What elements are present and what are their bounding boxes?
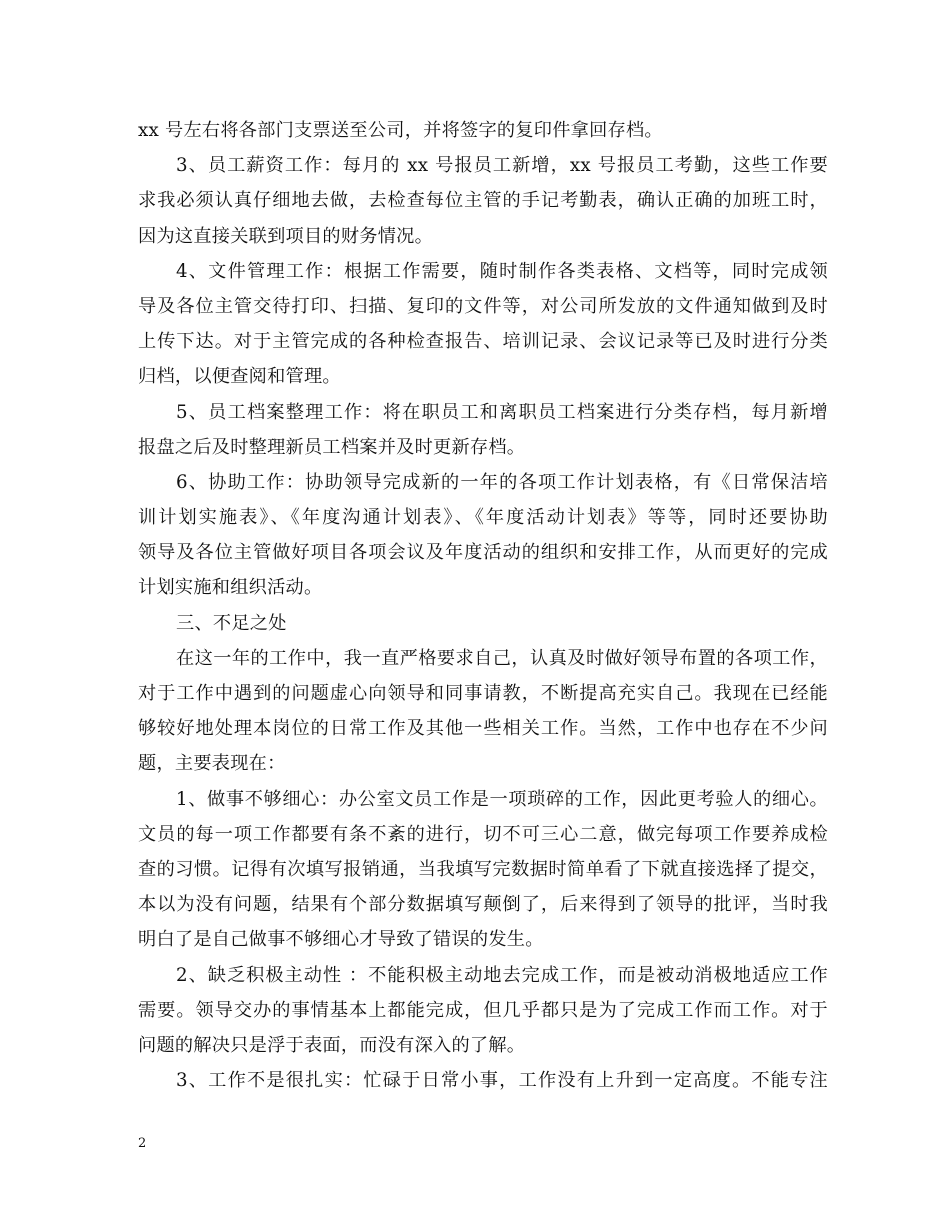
text-line: 4、文件管理工作：根据工作需要，随时制作各类表格、文档等，同时完成领 bbox=[176, 260, 828, 282]
text-line: 明白了是自己做事不够细心才导致了错误的发生。 bbox=[138, 929, 544, 951]
text-line: 导及各位主管交待打印、扫描、复印的文件等，对公司所发放的文件通知做到及时 bbox=[138, 295, 828, 317]
text-line: 3、工作不是很扎实：忙碌于日常小事，工作没有上升到一定高度。不能专注 bbox=[176, 1070, 828, 1092]
text-line: 问题的解决只是浮于表面，而没有深入的了解。 bbox=[138, 1034, 526, 1056]
text-line: 文员的每一项工作都要有条不紊的进行，切不可三心二意，做完每项工作要养成检 bbox=[138, 823, 828, 845]
text-line: 够较好地处理本岗位的日常工作及其他一些相关工作。当然，工作中也存在不少问 bbox=[138, 718, 828, 740]
text-line: 题，主要表现在： bbox=[138, 753, 286, 775]
text-line: 领导及各位主管做好项目各项会议及年度活动的组织和安排工作，从而更好的完成 bbox=[138, 542, 828, 564]
text-line: 上传下达。对于主管完成的各种检查报告、培训记录、会议记录等已及时进行分类 bbox=[138, 331, 828, 353]
text-line: 训计划实施表》、《年度沟通计划表》、《年度活动计划表》等等，同时还要协助 bbox=[138, 507, 828, 529]
text-line: 报盘之后及时整理新员工档案并及时更新存档。 bbox=[138, 436, 526, 458]
text-line: 归档，以便查阅和管理。 bbox=[138, 366, 341, 388]
text-line: 1、做事不够细心：办公室文员工作是一项琐碎的工作，因此更考验人的细心。 bbox=[176, 788, 828, 810]
text-line: 计划实施和组织活动。 bbox=[138, 577, 323, 599]
text-line: 三、不足之处 bbox=[176, 612, 287, 634]
document-body bbox=[138, 113, 828, 1098]
text-line: 对于工作中遇到的问题虚心向领导和同事请教，不断提高充实自己。我现在已经能 bbox=[138, 683, 828, 704]
text-line: 求我必须认真仔细地去做，去检查每位主管的手记考勤表，确认正确的加班工时， bbox=[138, 190, 828, 212]
text-line: xx 号左右将各部门支票送至公司，并将签字的复印件拿回存档。 bbox=[138, 120, 663, 141]
text-line: 3、员工薪资工作：每月的 xx 号报员工新增，xx 号报员工考勤，这些工作要 bbox=[176, 155, 828, 177]
text-line: 因为这直接关联到项目的财务情况。 bbox=[138, 225, 434, 247]
text-line: 2、缺乏积极主动性 ：不能积极主动地去完成工作，而是被动消极地适应工作 bbox=[176, 964, 828, 986]
text-line: 在这一年的工作中，我一直严格要求自己，认真及时做好领导布置的各项工作， bbox=[176, 647, 828, 669]
text-line: 查的习惯。记得有次填写报销通，当我填写完数据时简单看了下就直接选择了提交， bbox=[138, 858, 828, 880]
text-line: 需要。领导交办的事情基本上都能完成，但几乎都只是为了完成工作而工作。对于 bbox=[138, 999, 828, 1021]
text-line: 5、员工档案整理工作：将在职员工和离职员工档案进行分类存档，每月新增 bbox=[176, 401, 828, 423]
text-line: 本以为没有问题，结果有个部分数据填写颠倒了，后来得到了领导的批评，当时我 bbox=[138, 894, 828, 916]
text-line: 6、协助工作：协助领导完成新的一年的各项工作计划表格，有《日常保洁培 bbox=[176, 471, 828, 493]
page-number: 2 bbox=[138, 1136, 147, 1151]
